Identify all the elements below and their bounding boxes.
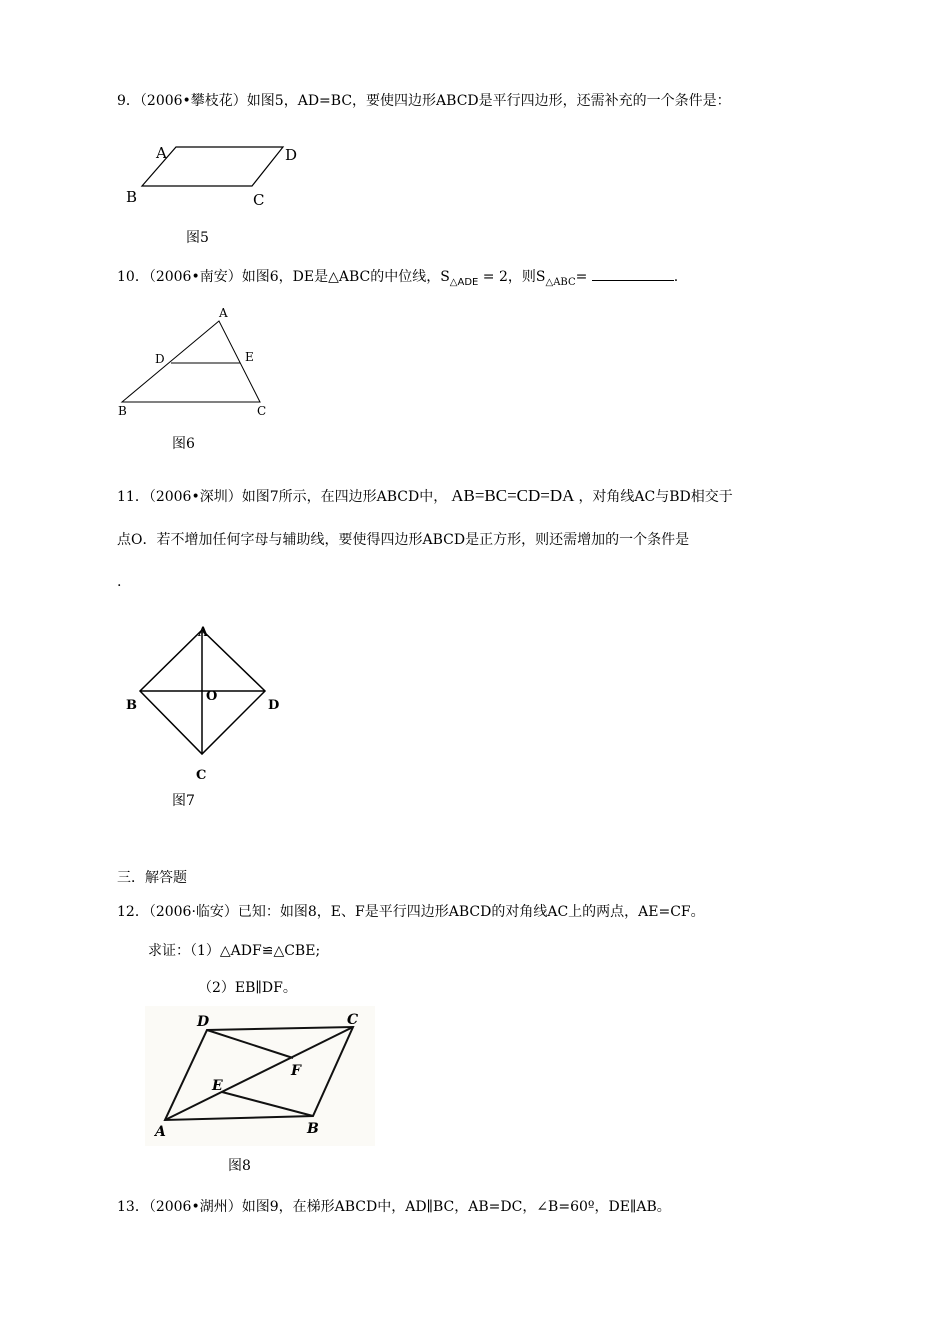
figure-8-caption: 图8 <box>228 1158 251 1174</box>
vertex-label-a: A <box>219 306 228 320</box>
q9-number: 9． <box>117 93 140 109</box>
triangle-abc <box>122 321 260 402</box>
figure-7-rhombus <box>118 620 293 785</box>
q10-subscript-ade: △ADE <box>449 276 479 288</box>
vertex-label-c: C <box>196 768 207 783</box>
vertex-label-b: B <box>126 188 138 206</box>
q11-line-1 <box>117 486 733 507</box>
q9-statement: （2006•攀枝花）如图5，AD=BC，要使四边形ABCD是平行四边形，还需补充的一个条件是： <box>139 93 731 109</box>
figure-6-triangle <box>115 303 280 418</box>
q11-equation: AB=BC=CD=DA <box>451 486 575 505</box>
vertex-label-a: A <box>156 144 167 162</box>
q10-statement-a: （2006•南安）如图6，DE是△ABC的中位线，S <box>148 269 450 285</box>
figure-6-caption: 图6 <box>172 436 195 452</box>
q10-statement-c: = <box>575 269 592 285</box>
q12-line-2: 求证：（1）△ADF≌△CBE; <box>148 943 321 959</box>
q11-text-b: ，对角线AC与BD相交于 <box>578 489 733 505</box>
figure-5-parallelogram <box>118 138 318 213</box>
q12-line-1: 12．（2006·临安）已知：如图8，E、F是平行四边形ABCD的对角线AC上的两点，AE=CF。 <box>117 904 705 920</box>
vertex-label-d: D <box>155 352 165 366</box>
point-label-e: E <box>212 1078 223 1094</box>
vertex-label-d: D <box>285 146 298 164</box>
vertex-label-b: B <box>126 698 137 713</box>
q10-text <box>117 266 678 293</box>
q12-line-3: （2）EB∥DF。 <box>198 980 297 996</box>
q11-line-3: . <box>117 574 122 590</box>
figure-5-caption: 图5 <box>186 230 209 246</box>
q9-text <box>117 91 731 111</box>
q11-text-a: 11．（2006•深圳）如图7所示，在四边形ABCD中， <box>117 489 448 505</box>
q10-number: 10． <box>117 269 149 285</box>
vertex-label-c: C <box>253 191 265 209</box>
vertex-label-a: A <box>155 1124 166 1140</box>
q10-statement-b: = 2，则S <box>478 269 546 285</box>
point-label-f: F <box>291 1063 301 1079</box>
q10-statement-end: . <box>673 269 679 285</box>
q10-answer-blank <box>592 266 674 281</box>
q11-line-2: 点O．若不增加任何字母与辅助线，要使得四边形ABCD是正方形，则还需增加的一个条件是 <box>117 532 690 548</box>
center-label-o: O <box>206 689 218 704</box>
vertex-label-c: C <box>347 1012 359 1028</box>
section-title: 三．解答题 <box>117 870 187 886</box>
vertex-label-d: D <box>268 698 280 713</box>
vertex-label-b: B <box>118 404 127 418</box>
vertex-label-e: E <box>245 350 254 364</box>
q13-line-1: 13．（2006•湖州）如图9，在梯形ABCD中，AD∥BC，AB=DC，∠B=60º，DE∥AB。 <box>117 1199 671 1215</box>
vertex-label-c: C <box>257 404 267 418</box>
figure-7-caption: 图7 <box>172 793 195 809</box>
figure-8-parallelogram <box>145 1006 375 1146</box>
vertex-label-a: A <box>198 625 209 640</box>
vertex-label-d: D <box>197 1014 210 1030</box>
q10-subscript-abc: △ABC <box>545 276 576 288</box>
vertex-label-b: B <box>307 1121 319 1137</box>
